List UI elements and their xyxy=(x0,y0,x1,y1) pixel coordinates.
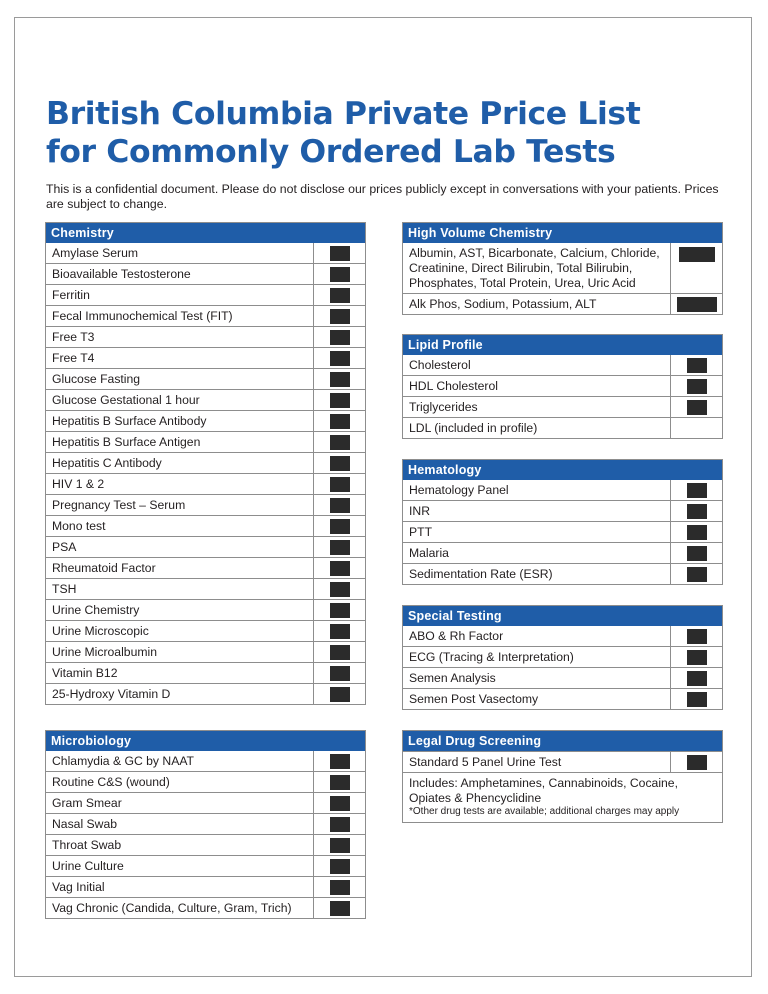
price-cell xyxy=(670,501,722,521)
table-row xyxy=(46,515,365,536)
price-cell xyxy=(670,564,722,584)
redacted-price xyxy=(687,671,707,686)
test-name: Bioavailable Testosterone xyxy=(52,267,191,281)
table-row xyxy=(46,431,365,452)
drug-includes-text: Includes: Amphetamines, Cannabinoids, Cocaine, Opiates & Phencyclidine xyxy=(409,776,678,805)
price-cell xyxy=(313,751,365,771)
table-row xyxy=(46,641,365,662)
redacted-price xyxy=(687,400,707,415)
redacted-price xyxy=(330,519,350,534)
table-row xyxy=(403,480,722,500)
title-line-2: for Commonly Ordered Lab Tests xyxy=(46,134,616,170)
redacted-price xyxy=(330,435,350,450)
hematology-header: Hematology xyxy=(403,460,722,480)
high-volume-chemistry-header: High Volume Chemistry xyxy=(403,223,722,243)
test-name: Urine Culture xyxy=(52,859,124,873)
test-name: Gram Smear xyxy=(52,796,122,810)
chemistry-section xyxy=(45,222,366,705)
test-name: TSH xyxy=(52,582,77,596)
price-cell xyxy=(313,856,365,876)
test-name: Hepatitis B Surface Antibody xyxy=(52,414,207,428)
price-cell xyxy=(670,626,722,646)
test-name: Vitamin B12 xyxy=(52,666,118,680)
redacted-price xyxy=(330,754,350,769)
table-row xyxy=(403,293,722,314)
test-name: Free T3 xyxy=(52,330,95,344)
redacted-price xyxy=(330,687,350,702)
price-cell xyxy=(313,684,365,704)
table-row xyxy=(46,473,365,494)
test-name: ABO & Rh Factor xyxy=(409,629,504,643)
test-name: Amylase Serum xyxy=(52,246,139,260)
drug-note: *Other drug tests are available; additional charges may apply xyxy=(409,806,680,817)
table-row xyxy=(46,771,365,792)
redacted-price xyxy=(330,309,350,324)
legal-drug-screening-section xyxy=(402,730,723,823)
intro-text: This is a confidential document. Please do not disclose our prices publicly except in conversations with your patients. Prices are subject to change. xyxy=(46,182,719,211)
price-cell xyxy=(670,480,722,500)
table-row xyxy=(403,396,722,417)
price-cell xyxy=(313,579,365,599)
legal-drug-screening-header: Legal Drug Screening xyxy=(403,731,722,751)
price-cell xyxy=(670,543,722,563)
price-cell xyxy=(313,348,365,368)
price-cell xyxy=(313,814,365,834)
table-row xyxy=(403,626,722,646)
microbiology-header: Microbiology xyxy=(46,731,365,751)
price-cell xyxy=(313,411,365,431)
table-row xyxy=(46,599,365,620)
table-row xyxy=(46,578,365,599)
test-name: Free T4 xyxy=(52,351,95,365)
redacted-price xyxy=(687,692,707,707)
table-row xyxy=(46,792,365,813)
table-row xyxy=(46,876,365,897)
price-cell xyxy=(670,376,722,396)
price-cell xyxy=(313,600,365,620)
test-name: Cholesterol xyxy=(409,358,471,372)
test-name: Fecal Immunochemical Test (FIT) xyxy=(52,309,233,323)
redacted-price xyxy=(687,483,707,498)
redacted-price xyxy=(330,477,350,492)
test-name: Vag Chronic (Candida, Culture, Gram, Trich) xyxy=(52,901,292,915)
redacted-price xyxy=(330,561,350,576)
price-cell xyxy=(313,898,365,918)
price-cell xyxy=(670,418,722,438)
redacted-price xyxy=(330,901,350,916)
test-name: Hepatitis B Surface Antigen xyxy=(52,435,201,449)
test-name: PSA xyxy=(52,540,77,554)
table-row xyxy=(403,521,722,542)
redacted-price xyxy=(330,775,350,790)
redacted-price xyxy=(687,358,707,373)
test-name: Semen Post Vasectomy xyxy=(409,692,539,706)
test-name: Mono test xyxy=(52,519,106,533)
table-row xyxy=(46,813,365,834)
price-cell xyxy=(670,689,722,709)
hematology-section xyxy=(402,459,723,585)
table-row xyxy=(46,620,365,641)
redacted-price xyxy=(687,567,707,582)
page-title xyxy=(46,95,726,171)
price-cell xyxy=(670,668,722,688)
redacted-price xyxy=(330,372,350,387)
price-cell xyxy=(313,264,365,284)
redacted-price xyxy=(330,838,350,853)
redacted-price xyxy=(330,880,350,895)
price-cell xyxy=(313,306,365,326)
test-name: Ferritin xyxy=(52,288,90,302)
high-volume-chemistry-section xyxy=(402,222,723,315)
special-testing-header: Special Testing xyxy=(403,606,722,626)
redacted-price xyxy=(687,629,707,644)
test-name: Albumin, AST, Bicarbonate, Calcium, Chloride, Creatinine, Direct Bilirubin, Total Bilirubin, Phosphates, Total Protein, Urea, Uric Acid xyxy=(409,246,660,290)
table-row xyxy=(46,284,365,305)
test-name: HDL Cholesterol xyxy=(409,379,498,393)
test-name: INR xyxy=(409,504,430,518)
test-name: Hematology Panel xyxy=(409,483,509,497)
price-cell xyxy=(670,397,722,417)
redacted-price xyxy=(330,351,350,366)
redacted-price xyxy=(330,393,350,408)
price-cell xyxy=(313,327,365,347)
table-row xyxy=(46,683,365,704)
redacted-price xyxy=(330,414,350,429)
table-row xyxy=(403,500,722,521)
redacted-price xyxy=(330,817,350,832)
redacted-price xyxy=(330,796,350,811)
test-name: Throat Swab xyxy=(52,838,122,852)
table-row xyxy=(46,557,365,578)
special-testing-section xyxy=(402,605,723,710)
table-row xyxy=(46,452,365,473)
test-name: Standard 5 Panel Urine Test xyxy=(409,755,562,769)
redacted-price xyxy=(330,246,350,261)
test-name: Hepatitis C Antibody xyxy=(52,456,162,470)
table-row xyxy=(403,355,722,375)
price-cell xyxy=(313,793,365,813)
redacted-price xyxy=(330,330,350,345)
table-row xyxy=(46,751,365,771)
price-cell xyxy=(313,369,365,389)
redacted-price xyxy=(687,379,707,394)
table-row xyxy=(403,375,722,396)
title-line-1: British Columbia Private Price List xyxy=(46,96,641,132)
test-name: Urine Microscopic xyxy=(52,624,149,638)
table-row xyxy=(46,326,365,347)
redacted-price xyxy=(330,540,350,555)
table-row xyxy=(46,389,365,410)
test-name: Sedimentation Rate (ESR) xyxy=(409,567,553,581)
table-row xyxy=(46,243,365,263)
price-cell xyxy=(670,752,722,772)
test-name: PTT xyxy=(409,525,433,539)
microbiology-section xyxy=(45,730,366,919)
table-row xyxy=(46,263,365,284)
test-name: Chlamydia & GC by NAAT xyxy=(52,754,195,768)
redacted-price xyxy=(687,755,707,770)
redacted-price xyxy=(330,498,350,513)
test-name: LDL (included in profile) xyxy=(409,421,538,435)
test-name: Routine C&S (wound) xyxy=(52,775,170,789)
price-cell xyxy=(313,621,365,641)
price-cell xyxy=(313,474,365,494)
table-row xyxy=(46,897,365,918)
redacted-price xyxy=(330,666,350,681)
test-name: Vag Initial xyxy=(52,880,105,894)
redacted-price xyxy=(330,582,350,597)
price-cell xyxy=(313,516,365,536)
test-name: ECG (Tracing & Interpretation) xyxy=(409,650,574,664)
test-name: Alk Phos, Sodium, Potassium, ALT xyxy=(409,297,597,311)
redacted-price xyxy=(687,525,707,540)
price-cell xyxy=(313,432,365,452)
table-row xyxy=(46,305,365,326)
test-name: Malaria xyxy=(409,546,449,560)
table-row xyxy=(46,494,365,515)
redacted-price xyxy=(330,456,350,471)
redacted-price xyxy=(687,546,707,561)
price-cell xyxy=(313,495,365,515)
price-cell xyxy=(313,390,365,410)
table-row xyxy=(46,536,365,557)
price-cell xyxy=(670,355,722,375)
redacted-price xyxy=(330,267,350,282)
price-cell xyxy=(313,642,365,662)
test-name: Triglycerides xyxy=(409,400,478,414)
table-row xyxy=(46,368,365,389)
table-row xyxy=(403,751,722,772)
table-row xyxy=(403,542,722,563)
price-cell xyxy=(670,647,722,667)
redacted-price xyxy=(687,504,707,519)
redacted-price xyxy=(330,859,350,874)
test-name: Nasal Swab xyxy=(52,817,118,831)
table-row xyxy=(46,834,365,855)
chemistry-header: Chemistry xyxy=(46,223,365,243)
price-cell xyxy=(313,537,365,557)
table-row xyxy=(403,563,722,584)
test-name: Semen Analysis xyxy=(409,671,496,685)
price-cell xyxy=(670,294,722,314)
redacted-price xyxy=(330,624,350,639)
table-row xyxy=(46,855,365,876)
price-cell xyxy=(670,243,722,293)
price-cell xyxy=(313,243,365,263)
test-name: HIV 1 & 2 xyxy=(52,477,105,491)
redacted-price xyxy=(330,603,350,618)
price-cell xyxy=(313,453,365,473)
test-name: Urine Chemistry xyxy=(52,603,140,617)
table-row xyxy=(403,243,722,293)
redacted-price xyxy=(330,645,350,660)
redacted-price xyxy=(677,297,717,312)
price-cell xyxy=(313,877,365,897)
redacted-price xyxy=(687,650,707,665)
table-row xyxy=(403,667,722,688)
table-row xyxy=(403,688,722,709)
price-cell xyxy=(313,835,365,855)
price-cell xyxy=(670,522,722,542)
table-row xyxy=(46,662,365,683)
table-row xyxy=(46,410,365,431)
price-cell xyxy=(313,285,365,305)
lipid-profile-section xyxy=(402,334,723,439)
price-cell xyxy=(313,663,365,683)
table-row xyxy=(403,646,722,667)
table-row xyxy=(46,347,365,368)
test-name: 25-Hydroxy Vitamin D xyxy=(52,687,171,701)
table-row xyxy=(403,772,722,822)
test-name: Pregnancy Test – Serum xyxy=(52,498,186,512)
table-row xyxy=(403,417,722,438)
price-cell xyxy=(313,772,365,792)
redacted-price xyxy=(679,247,715,262)
price-cell xyxy=(313,558,365,578)
test-name: Rheumatoid Factor xyxy=(52,561,156,575)
test-name: Urine Microalbumin xyxy=(52,645,157,659)
drug-includes xyxy=(403,773,722,822)
test-name: Glucose Fasting xyxy=(52,372,141,386)
test-name: Glucose Gestational 1 hour xyxy=(52,393,200,407)
lipid-profile-header: Lipid Profile xyxy=(403,335,722,355)
redacted-price xyxy=(330,288,350,303)
